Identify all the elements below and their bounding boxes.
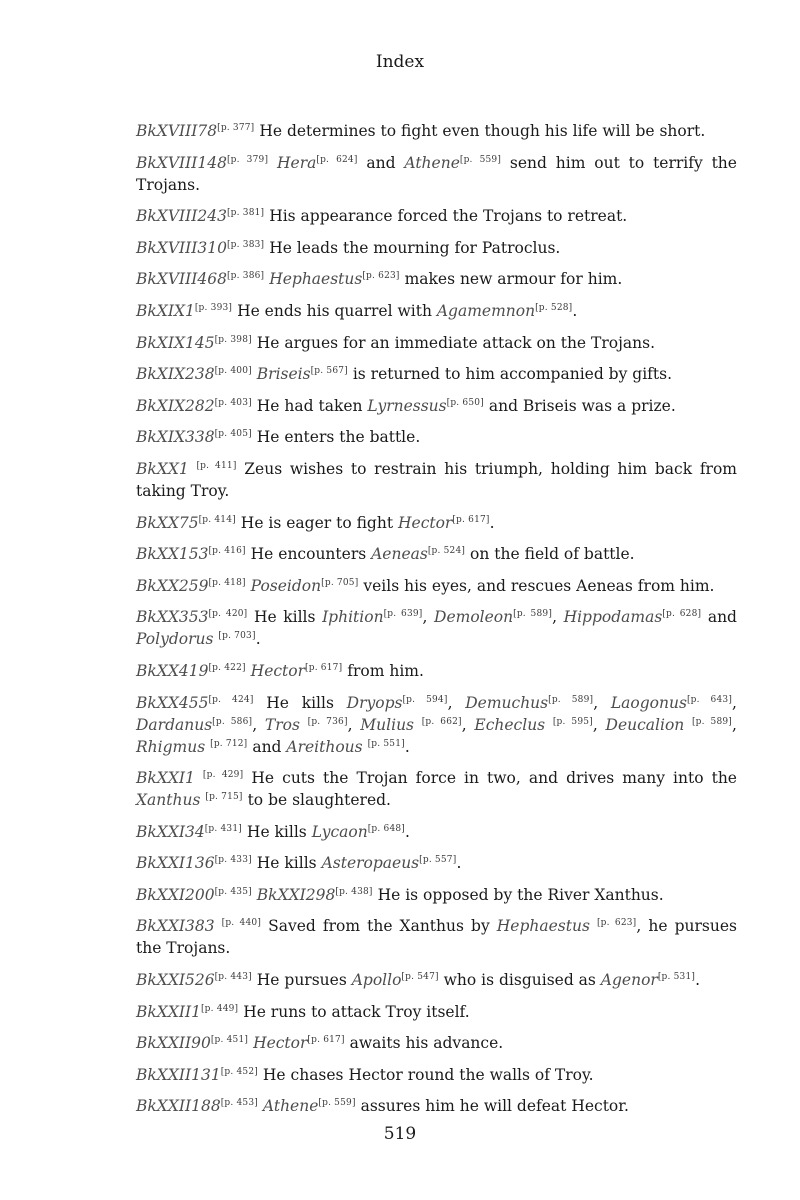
page-reference: [p. 623] <box>596 918 637 929</box>
entry-text <box>545 716 553 734</box>
page-reference: [p. 650] <box>446 397 484 408</box>
entry-text: , <box>593 693 611 712</box>
reference-link[interactable]: BkXX1 <box>136 459 189 478</box>
entry-text: He cuts the Trojan force in two, and drives many into the <box>243 769 737 788</box>
page-reference: [p. 595] <box>552 716 593 727</box>
reference-link[interactable]: Agenor <box>600 971 658 990</box>
index-entry <box>136 512 737 534</box>
page-reference: [p. 431] <box>204 823 242 834</box>
reference-link[interactable]: Hephaestus <box>269 270 363 289</box>
reference-link[interactable]: BkXX419 <box>136 661 209 680</box>
index-entry <box>136 969 737 991</box>
reference-link[interactable]: Apollo <box>351 971 402 990</box>
page-reference: [p. 589] <box>691 716 733 727</box>
page-reference: [p. 393] <box>194 302 233 313</box>
page-reference: [p. 528] <box>535 302 573 313</box>
entry-text: who is disguised as <box>438 971 601 990</box>
entry-text: and Briseis was a prize. <box>483 396 676 415</box>
page-reference: [p. 559] <box>318 1098 356 1109</box>
page-reference: [p. 418] <box>208 577 246 588</box>
entry-text: . <box>405 822 410 841</box>
reference-link[interactable]: BkXX455 <box>136 693 209 712</box>
page-reference: [p. 424] <box>208 694 254 705</box>
page-reference: [p. 379] <box>226 154 269 165</box>
reference-link[interactable]: Demoleon <box>434 608 514 627</box>
page-reference: [p. 639] <box>383 609 423 620</box>
index-entry <box>136 1032 737 1054</box>
entry-text: is returned to him accompanied by gifts. <box>347 365 673 384</box>
reference-link[interactable]: BkXIX238 <box>136 365 215 384</box>
entry-text: assures him he will defeat Hector. <box>355 1097 629 1116</box>
page-reference: [p. 624] <box>316 154 358 165</box>
page-reference: [p. 449] <box>200 1003 239 1014</box>
page-reference: [p. 557] <box>419 855 457 866</box>
reference-link[interactable]: BkXX75 <box>136 513 199 532</box>
page-reference: [p. 705] <box>321 577 359 588</box>
page-reference: [p. 589] <box>548 694 594 705</box>
page-reference: [p. 715] <box>205 791 243 802</box>
reference-link[interactable]: Dardanus <box>136 715 213 734</box>
page-reference: [p. 386] <box>226 271 265 282</box>
page-reference: [p. 405] <box>214 429 252 440</box>
entry-text: makes new armour for him. <box>399 270 623 289</box>
entry-text: . <box>404 737 410 756</box>
reference-link[interactable]: BkXXII131 <box>136 1065 221 1084</box>
page-reference: [p. 420] <box>208 609 248 620</box>
entry-text: and <box>247 737 287 756</box>
index-entry <box>136 300 737 322</box>
entry-text: Zeus wishes to restrain his triumph, holding him back from taking Troy. <box>136 459 737 500</box>
entry-text: His appearance forced the Trojans to retreat. <box>264 207 628 226</box>
entry-text: and <box>701 608 737 627</box>
page-reference: [p. 617] <box>307 1035 345 1046</box>
reference-link[interactable]: BkXVIII243 <box>136 207 227 226</box>
entry-text: He encounters <box>245 545 372 564</box>
page-reference: [p. 648] <box>367 823 406 834</box>
reference-link[interactable]: BkXXII90 <box>136 1034 211 1053</box>
reference-link[interactable]: Deucalion <box>605 715 685 734</box>
page-reference: [p. 551] <box>367 738 405 749</box>
index-entry <box>136 692 737 758</box>
entry-text: , <box>592 715 606 734</box>
page-reference: [p. 416] <box>208 545 246 556</box>
index-entry <box>136 915 737 959</box>
page-reference: [p. 623] <box>362 271 400 282</box>
reference-link[interactable]: BkXVIII468 <box>136 270 227 289</box>
entry-text: He enters the battle. <box>251 428 421 447</box>
reference-link[interactable]: BkXXI200 <box>136 885 215 904</box>
reference-link[interactable]: BkXXII188 <box>136 1097 221 1116</box>
index-entry <box>136 332 737 354</box>
page-reference: [p. 414] <box>198 514 236 525</box>
entry-text <box>414 716 422 734</box>
entry-text: , <box>422 608 435 627</box>
entry-text <box>215 917 222 935</box>
reference-link[interactable]: Laogonus <box>610 693 687 712</box>
index-entry <box>136 543 737 565</box>
running-header: Index <box>375 52 425 72</box>
entry-text: veils his eyes, and rescues Aeneas from him. <box>358 576 715 595</box>
page-reference: [p. 531] <box>657 971 696 982</box>
index-entry <box>136 1095 737 1117</box>
page-reference: [p. 452] <box>220 1066 258 1077</box>
index-entry <box>136 205 737 227</box>
reference-link[interactable]: Areithous <box>286 737 363 756</box>
entry-text: Saved from the Xanthus by <box>261 917 497 936</box>
entry-text: He ends his quarrel with <box>232 301 437 320</box>
page-reference: [p. 383] <box>226 239 265 250</box>
reference-link[interactable]: BkXXI1 <box>136 769 195 788</box>
reference-link[interactable]: Asteropaeus <box>321 854 420 873</box>
index-entry <box>136 363 737 385</box>
entry-text: , he pursues the Trojans. <box>136 917 737 958</box>
reference-link[interactable]: BkXIX338 <box>136 428 215 447</box>
reference-link[interactable]: Poseidon <box>250 576 322 595</box>
reference-link[interactable]: Demuchus <box>465 693 549 712</box>
entry-text <box>195 769 203 787</box>
index-entry <box>136 458 737 502</box>
page-reference: [p. 422] <box>208 662 246 673</box>
reference-link[interactable]: Rhigmus <box>136 737 206 756</box>
reference-link[interactable]: Aeneas <box>371 545 428 564</box>
page-reference: [p. 429] <box>202 769 244 780</box>
index-entry <box>136 426 737 448</box>
reference-link[interactable]: BkXXI136 <box>136 854 215 873</box>
page-reference: [p. 643] <box>686 694 733 705</box>
reference-link[interactable]: Lyrnessus <box>367 396 447 415</box>
page-reference: [p. 381] <box>226 208 265 219</box>
entry-text: . <box>255 630 261 649</box>
entry-text: . <box>695 971 701 990</box>
entry-text: He chases Hector round the walls of Troy. <box>257 1065 594 1084</box>
reference-link[interactable]: Mulius <box>360 715 415 734</box>
index-entry <box>136 1001 737 1023</box>
reference-link[interactable]: Polydorus <box>136 630 214 649</box>
entry-text: from him. <box>342 661 424 680</box>
reference-link[interactable]: Lycaon <box>311 822 368 841</box>
page-reference: [p. 377] <box>217 122 255 133</box>
entry-text: He is eager to fight <box>235 513 398 532</box>
entry-text <box>300 716 308 734</box>
index-entry <box>136 606 737 650</box>
page-reference: [p. 403] <box>214 397 252 408</box>
entry-text: send him out to terrify the Trojans. <box>136 153 737 194</box>
page-reference: [p. 567] <box>310 366 348 376</box>
reference-link[interactable]: Hera <box>277 153 317 172</box>
index-entry <box>136 395 737 417</box>
page-reference: [p. 559] <box>459 154 502 165</box>
entry-text: He determines to fight even though his life will be short. <box>254 122 706 140</box>
page-number: 519 <box>383 1124 417 1144</box>
reference-link[interactable]: Hector <box>398 513 453 532</box>
page-reference: [p. 617] <box>305 662 343 673</box>
reference-link[interactable]: BkXX353 <box>136 608 209 627</box>
page-reference: [p. 547] <box>401 971 439 982</box>
entry-text: He argues for an immediate attack on the Trojans. <box>251 333 656 352</box>
index-entry <box>136 1064 737 1086</box>
reference-link[interactable]: BkXX259 <box>136 576 209 595</box>
entry-text <box>268 154 277 172</box>
page-reference: [p. 628] <box>662 609 702 620</box>
entry-text: He kills <box>251 854 322 873</box>
reference-link[interactable]: Xanthus <box>136 791 201 810</box>
reference-link[interactable]: Briseis <box>256 365 311 384</box>
reference-link[interactable]: Athene <box>404 153 460 172</box>
reference-link[interactable]: Tros <box>264 715 300 734</box>
page-reference: [p. 712] <box>210 738 248 749</box>
reference-link[interactable]: BkXXI298 <box>256 885 336 904</box>
index-entry <box>136 120 737 142</box>
reference-link[interactable]: BkXXI526 <box>136 971 215 990</box>
reference-link[interactable]: Echeclus <box>474 715 546 734</box>
index-entry <box>136 767 737 811</box>
index-entry <box>136 884 737 906</box>
entry-text: , <box>347 715 361 734</box>
page-reference: [p. 433] <box>214 855 252 866</box>
entry-text: He runs to attack Troy itself. <box>238 1002 470 1021</box>
entry-text: . <box>489 513 495 532</box>
page-reference: [p. 586] <box>212 716 253 727</box>
entry-text: , <box>447 693 466 712</box>
reference-link[interactable]: BkXVIII310 <box>136 238 227 257</box>
page-reference: [p. 400] <box>214 366 252 376</box>
entry-text: to be slaughtered. <box>242 791 391 810</box>
reference-link[interactable]: Hector <box>250 661 306 680</box>
page-reference: [p. 703] <box>218 631 256 642</box>
entry-text: , <box>732 715 737 734</box>
entry-text: awaits his advance. <box>344 1034 504 1053</box>
page-reference: [p. 617] <box>452 514 490 525</box>
reference-link[interactable]: BkXXI383 <box>136 917 215 936</box>
page-reference: [p. 440] <box>221 918 262 929</box>
index-entries <box>136 120 737 1127</box>
entry-text: He pursues <box>251 971 352 990</box>
index-entry <box>136 575 737 597</box>
entry-text <box>684 716 692 734</box>
entry-text: . <box>572 301 578 320</box>
entry-text: , <box>552 608 564 627</box>
index-entry <box>136 821 737 843</box>
index-entry <box>136 268 737 290</box>
reference-link[interactable]: BkXIX1 <box>136 301 195 320</box>
entry-text: , <box>252 715 265 734</box>
reference-link[interactable]: Dryops <box>346 693 403 712</box>
entry-text: He is opposed by the River Xanthus. <box>372 885 664 904</box>
entry-text: He kills <box>242 822 312 841</box>
entry-text: , <box>732 693 737 712</box>
page-reference: [p. 662] <box>421 716 462 727</box>
page-reference: [p. 589] <box>513 609 553 620</box>
page-reference: [p. 398] <box>214 334 252 345</box>
page-reference: [p. 451] <box>210 1035 249 1046</box>
entry-text <box>590 917 597 935</box>
page-reference: [p. 443] <box>214 971 252 982</box>
entry-text: He leads the mourning for Patroclus. <box>264 238 561 257</box>
reference-link[interactable]: Iphition <box>322 608 384 627</box>
reference-link[interactable]: BkXXI34 <box>136 822 205 841</box>
index-entry <box>136 660 737 682</box>
page-reference: [p. 524] <box>427 545 466 556</box>
reference-link[interactable]: BkXIX145 <box>136 333 215 352</box>
entry-text: on the field of battle. <box>465 545 635 564</box>
reference-link[interactable]: Hippodamas <box>563 608 663 627</box>
reference-link[interactable]: BkXX153 <box>136 545 209 564</box>
index-entry <box>136 852 737 874</box>
reference-link[interactable]: Athene <box>262 1097 319 1116</box>
reference-link[interactable]: BkXXII1 <box>136 1002 201 1021</box>
page-reference: [p. 435] <box>214 886 252 897</box>
entry-text: He kills <box>253 693 347 712</box>
entry-text: . <box>456 854 462 873</box>
entry-text: He had taken <box>251 396 368 415</box>
entry-text: , <box>461 715 475 734</box>
reference-link[interactable]: BkXVIII78 <box>136 122 218 140</box>
page-reference: [p. 411] <box>196 460 237 471</box>
entry-text: and <box>357 153 405 172</box>
index-entry <box>136 237 737 259</box>
reference-link[interactable]: Hector <box>253 1034 308 1053</box>
page-reference: [p. 438] <box>335 886 373 897</box>
entry-text: He kills <box>247 608 323 627</box>
page-reference: [p. 594] <box>402 694 448 705</box>
page-reference: [p. 453] <box>220 1098 258 1109</box>
reference-link[interactable]: Hephaestus <box>496 917 590 936</box>
reference-link[interactable]: BkXIX282 <box>136 396 215 415</box>
page-reference: [p. 736] <box>307 716 348 727</box>
reference-link[interactable]: Agamemnon <box>436 301 536 320</box>
reference-link[interactable]: BkXVIII148 <box>136 153 227 172</box>
index-entry <box>136 152 737 196</box>
